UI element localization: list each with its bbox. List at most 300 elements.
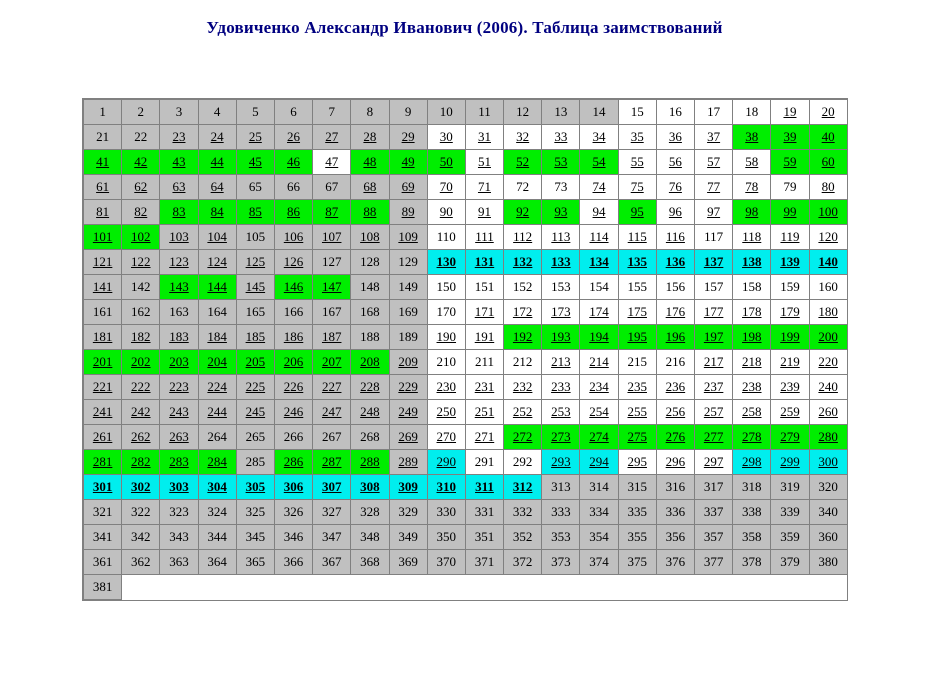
cell-108[interactable]: 108: [351, 225, 389, 250]
cell-24[interactable]: 24: [198, 125, 236, 150]
cell-275[interactable]: 275: [618, 425, 656, 450]
cell-226[interactable]: 226: [274, 375, 312, 400]
cell-137[interactable]: 137: [695, 250, 733, 275]
cell-95[interactable]: 95: [618, 200, 656, 225]
cell-167: 167: [313, 300, 351, 325]
cell-45[interactable]: 45: [236, 150, 274, 175]
cell-30[interactable]: 30: [427, 125, 465, 150]
cell-231[interactable]: 231: [465, 375, 503, 400]
cell-175[interactable]: 175: [618, 300, 656, 325]
cell-55[interactable]: 55: [618, 150, 656, 175]
cell-377: 377: [695, 550, 733, 575]
cell-184[interactable]: 184: [198, 325, 236, 350]
cell-198[interactable]: 198: [733, 325, 771, 350]
cell-146[interactable]: 146: [274, 275, 312, 300]
cell-115[interactable]: 115: [618, 225, 656, 250]
cell-92[interactable]: 92: [504, 200, 542, 225]
cell-347: 347: [313, 525, 351, 550]
cell-157: 157: [695, 275, 733, 300]
cell-171[interactable]: 171: [465, 300, 503, 325]
cell-72: 72: [504, 175, 542, 200]
cell-274[interactable]: 274: [580, 425, 618, 450]
cell-82[interactable]: 82: [122, 200, 160, 225]
cell-100[interactable]: 100: [809, 200, 847, 225]
cell-289[interactable]: 289: [389, 450, 427, 475]
cell-381: 381: [84, 575, 122, 600]
cell-147[interactable]: 147: [313, 275, 351, 300]
cell-218[interactable]: 218: [733, 350, 771, 375]
cell-11: 11: [465, 100, 503, 125]
cell-241[interactable]: 241: [84, 400, 122, 425]
cell-348: 348: [351, 525, 389, 550]
cell-367: 367: [313, 550, 351, 575]
cell-124[interactable]: 124: [198, 250, 236, 275]
cell-20[interactable]: 20: [809, 100, 847, 125]
cell-379: 379: [771, 550, 809, 575]
cell-307[interactable]: 307: [313, 475, 351, 500]
cell-203[interactable]: 203: [160, 350, 198, 375]
cell-193[interactable]: 193: [542, 325, 580, 350]
cell-70[interactable]: 70: [427, 175, 465, 200]
cell-119[interactable]: 119: [771, 225, 809, 250]
cell-64[interactable]: 64: [198, 175, 236, 200]
cell-75[interactable]: 75: [618, 175, 656, 200]
cell-182[interactable]: 182: [122, 325, 160, 350]
cell-350: 350: [427, 525, 465, 550]
cell-208[interactable]: 208: [351, 350, 389, 375]
cell-293[interactable]: 293: [542, 450, 580, 475]
cell-18: 18: [733, 100, 771, 125]
cell-294[interactable]: 294: [580, 450, 618, 475]
cell-186[interactable]: 186: [274, 325, 312, 350]
cell-111[interactable]: 111: [465, 225, 503, 250]
cell-102[interactable]: 102: [122, 225, 160, 250]
cell-343: 343: [160, 525, 198, 550]
cell-354: 354: [580, 525, 618, 550]
cell-60[interactable]: 60: [809, 150, 847, 175]
cell-159: 159: [771, 275, 809, 300]
cell-205[interactable]: 205: [236, 350, 274, 375]
cell-118[interactable]: 118: [733, 225, 771, 250]
cell-256[interactable]: 256: [656, 400, 694, 425]
cell-164: 164: [198, 300, 236, 325]
cell-235[interactable]: 235: [618, 375, 656, 400]
cell-309[interactable]: 309: [389, 475, 427, 500]
cell-339: 339: [771, 500, 809, 525]
table-row: [84, 150, 848, 175]
cell-71[interactable]: 71: [465, 175, 503, 200]
cell-74[interactable]: 74: [580, 175, 618, 200]
cell-262[interactable]: 262: [122, 425, 160, 450]
cell-21: 21: [84, 125, 122, 150]
cell-229[interactable]: 229: [389, 375, 427, 400]
cell-114[interactable]: 114: [580, 225, 618, 250]
cell-101[interactable]: 101: [84, 225, 122, 250]
cell-260[interactable]: 260: [809, 400, 847, 425]
cell-355: 355: [618, 525, 656, 550]
cell-23[interactable]: 23: [160, 125, 198, 150]
table-row: [84, 200, 848, 225]
cell-47[interactable]: 47: [313, 150, 351, 175]
cell-310[interactable]: 310: [427, 475, 465, 500]
cell-148: 148: [351, 275, 389, 300]
cell-337: 337: [695, 500, 733, 525]
cell-236[interactable]: 236: [656, 375, 694, 400]
cell-58[interactable]: 58: [733, 150, 771, 175]
cell-300[interactable]: 300: [809, 450, 847, 475]
cell-50[interactable]: 50: [427, 150, 465, 175]
cell-213[interactable]: 213: [542, 350, 580, 375]
cell-335: 335: [618, 500, 656, 525]
cell-266: 266: [274, 425, 312, 450]
cell-77[interactable]: 77: [695, 175, 733, 200]
cell-254[interactable]: 254: [580, 400, 618, 425]
cell-54[interactable]: 54: [580, 150, 618, 175]
cell-183[interactable]: 183: [160, 325, 198, 350]
cell-308[interactable]: 308: [351, 475, 389, 500]
cell-32[interactable]: 32: [504, 125, 542, 150]
cell-84[interactable]: 84: [198, 200, 236, 225]
cell-121[interactable]: 121: [84, 250, 122, 275]
cell-187[interactable]: 187: [313, 325, 351, 350]
cell-31[interactable]: 31: [465, 125, 503, 150]
cell-295[interactable]: 295: [618, 450, 656, 475]
cell-299[interactable]: 299: [771, 450, 809, 475]
cell-269[interactable]: 269: [389, 425, 427, 450]
cell-297[interactable]: 297: [695, 450, 733, 475]
cell-91[interactable]: 91: [465, 200, 503, 225]
cell-98[interactable]: 98: [733, 200, 771, 225]
cell-285: 285: [236, 450, 274, 475]
cell-199[interactable]: 199: [771, 325, 809, 350]
cell-37[interactable]: 37: [695, 125, 733, 150]
cell-110: 110: [427, 225, 465, 250]
cell-284[interactable]: 284: [198, 450, 236, 475]
cell-352: 352: [504, 525, 542, 550]
cell-59[interactable]: 59: [771, 150, 809, 175]
cell-322: 322: [122, 500, 160, 525]
cell-247[interactable]: 247: [313, 400, 351, 425]
cell-63[interactable]: 63: [160, 175, 198, 200]
cell-179[interactable]: 179: [771, 300, 809, 325]
cell-227[interactable]: 227: [313, 375, 351, 400]
cell-246[interactable]: 246: [274, 400, 312, 425]
cell-144[interactable]: 144: [198, 275, 236, 300]
cell-214[interactable]: 214: [580, 350, 618, 375]
cell-329: 329: [389, 500, 427, 525]
cell-290[interactable]: 290: [427, 450, 465, 475]
cell-217[interactable]: 217: [695, 350, 733, 375]
cell-51[interactable]: 51: [465, 150, 503, 175]
cell-81[interactable]: 81: [84, 200, 122, 225]
cell-131[interactable]: 131: [465, 250, 503, 275]
cell-173[interactable]: 173: [542, 300, 580, 325]
cell-258[interactable]: 258: [733, 400, 771, 425]
cell-359: 359: [771, 525, 809, 550]
cell-38[interactable]: 38: [733, 125, 771, 150]
cell-61[interactable]: 61: [84, 175, 122, 200]
cell-306[interactable]: 306: [274, 475, 312, 500]
cell-196[interactable]: 196: [656, 325, 694, 350]
cell-283[interactable]: 283: [160, 450, 198, 475]
cell-39[interactable]: 39: [771, 125, 809, 150]
cell-35[interactable]: 35: [618, 125, 656, 150]
cell-197[interactable]: 197: [695, 325, 733, 350]
cell-248[interactable]: 248: [351, 400, 389, 425]
cell-158: 158: [733, 275, 771, 300]
cell-28[interactable]: 28: [351, 125, 389, 150]
cell-222[interactable]: 222: [122, 375, 160, 400]
cell-304[interactable]: 304: [198, 475, 236, 500]
cell-253[interactable]: 253: [542, 400, 580, 425]
cell-316: 316: [656, 475, 694, 500]
cell-220[interactable]: 220: [809, 350, 847, 375]
cell-239[interactable]: 239: [771, 375, 809, 400]
cell-341: 341: [84, 525, 122, 550]
cell-135[interactable]: 135: [618, 250, 656, 275]
cell-107[interactable]: 107: [313, 225, 351, 250]
cell-286[interactable]: 286: [274, 450, 312, 475]
cell-268: 268: [351, 425, 389, 450]
cell-240[interactable]: 240: [809, 375, 847, 400]
cell-273[interactable]: 273: [542, 425, 580, 450]
cell-282[interactable]: 282: [122, 450, 160, 475]
cell-87[interactable]: 87: [313, 200, 351, 225]
cell-191[interactable]: 191: [465, 325, 503, 350]
cell-255[interactable]: 255: [618, 400, 656, 425]
cell-120[interactable]: 120: [809, 225, 847, 250]
cell-52[interactable]: 52: [504, 150, 542, 175]
cell-237[interactable]: 237: [695, 375, 733, 400]
cell-200[interactable]: 200: [809, 325, 847, 350]
cell-141[interactable]: 141: [84, 275, 122, 300]
cell-123[interactable]: 123: [160, 250, 198, 275]
cell-99[interactable]: 99: [771, 200, 809, 225]
cell-195[interactable]: 195: [618, 325, 656, 350]
cell-68[interactable]: 68: [351, 175, 389, 200]
cell-178[interactable]: 178: [733, 300, 771, 325]
cell-206[interactable]: 206: [274, 350, 312, 375]
cell-251[interactable]: 251: [465, 400, 503, 425]
cell-250[interactable]: 250: [427, 400, 465, 425]
cell-296[interactable]: 296: [656, 450, 694, 475]
cell-204[interactable]: 204: [198, 350, 236, 375]
cell-133[interactable]: 133: [542, 250, 580, 275]
cell-85[interactable]: 85: [236, 200, 274, 225]
cell-103[interactable]: 103: [160, 225, 198, 250]
cell-301[interactable]: 301: [84, 475, 122, 500]
cell-36[interactable]: 36: [656, 125, 694, 150]
cell-221[interactable]: 221: [84, 375, 122, 400]
table-row: [84, 125, 848, 150]
cell-174[interactable]: 174: [580, 300, 618, 325]
cell-358: 358: [733, 525, 771, 550]
cell-94[interactable]: 94: [580, 200, 618, 225]
cell-62[interactable]: 62: [122, 175, 160, 200]
cell-48[interactable]: 48: [351, 150, 389, 175]
cell-311[interactable]: 311: [465, 475, 503, 500]
cell-138[interactable]: 138: [733, 250, 771, 275]
cell-365: 365: [236, 550, 274, 575]
cell-298[interactable]: 298: [733, 450, 771, 475]
cell-86[interactable]: 86: [274, 200, 312, 225]
cell-88[interactable]: 88: [351, 200, 389, 225]
cell-49[interactable]: 49: [389, 150, 427, 175]
cell-56[interactable]: 56: [656, 150, 694, 175]
cell-278[interactable]: 278: [733, 425, 771, 450]
cell-96[interactable]: 96: [656, 200, 694, 225]
cell-207[interactable]: 207: [313, 350, 351, 375]
cell-113[interactable]: 113: [542, 225, 580, 250]
cell-29[interactable]: 29: [389, 125, 427, 150]
cell-181[interactable]: 181: [84, 325, 122, 350]
cell-42[interactable]: 42: [122, 150, 160, 175]
cell-90[interactable]: 90: [427, 200, 465, 225]
cell-366: 366: [274, 550, 312, 575]
cell-287[interactable]: 287: [313, 450, 351, 475]
cell-302[interactable]: 302: [122, 475, 160, 500]
cell-105: 105: [236, 225, 274, 250]
cell-230[interactable]: 230: [427, 375, 465, 400]
cell-139[interactable]: 139: [771, 250, 809, 275]
cell-180[interactable]: 180: [809, 300, 847, 325]
cell-345: 345: [236, 525, 274, 550]
cell-190[interactable]: 190: [427, 325, 465, 350]
cell-125[interactable]: 125: [236, 250, 274, 275]
cell-140[interactable]: 140: [809, 250, 847, 275]
cell-257[interactable]: 257: [695, 400, 733, 425]
cell-143[interactable]: 143: [160, 275, 198, 300]
cell-73: 73: [542, 175, 580, 200]
cell-271[interactable]: 271: [465, 425, 503, 450]
cell-34[interactable]: 34: [580, 125, 618, 150]
cell-122[interactable]: 122: [122, 250, 160, 275]
cell-26[interactable]: 26: [274, 125, 312, 150]
cell-225[interactable]: 225: [236, 375, 274, 400]
cell-238[interactable]: 238: [733, 375, 771, 400]
cell-202[interactable]: 202: [122, 350, 160, 375]
cell-136[interactable]: 136: [656, 250, 694, 275]
cell-281[interactable]: 281: [84, 450, 122, 475]
cell-368: 368: [351, 550, 389, 575]
cell-234[interactable]: 234: [580, 375, 618, 400]
cell-201[interactable]: 201: [84, 350, 122, 375]
cell-267: 267: [313, 425, 351, 450]
cell-223[interactable]: 223: [160, 375, 198, 400]
cell-97[interactable]: 97: [695, 200, 733, 225]
cell-80[interactable]: 80: [809, 175, 847, 200]
cell-219[interactable]: 219: [771, 350, 809, 375]
cell-126[interactable]: 126: [274, 250, 312, 275]
cell-130[interactable]: 130: [427, 250, 465, 275]
cell-318: 318: [733, 475, 771, 500]
cell-270[interactable]: 270: [427, 425, 465, 450]
cell-127: 127: [313, 250, 351, 275]
cell-212: 212: [504, 350, 542, 375]
cell-104[interactable]: 104: [198, 225, 236, 250]
cell-351: 351: [465, 525, 503, 550]
cell-243[interactable]: 243: [160, 400, 198, 425]
cell-69[interactable]: 69: [389, 175, 427, 200]
cell-277[interactable]: 277: [695, 425, 733, 450]
cell-233[interactable]: 233: [542, 375, 580, 400]
cell-89[interactable]: 89: [389, 200, 427, 225]
cell-244[interactable]: 244: [198, 400, 236, 425]
cell-112[interactable]: 112: [504, 225, 542, 250]
cell-83[interactable]: 83: [160, 200, 198, 225]
cell-177[interactable]: 177: [695, 300, 733, 325]
cell-192[interactable]: 192: [504, 325, 542, 350]
cell-8: 8: [351, 100, 389, 125]
cell-185[interactable]: 185: [236, 325, 274, 350]
cell-156: 156: [656, 275, 694, 300]
cell-312[interactable]: 312: [504, 475, 542, 500]
cell-116[interactable]: 116: [656, 225, 694, 250]
cell-232[interactable]: 232: [504, 375, 542, 400]
cell-132[interactable]: 132: [504, 250, 542, 275]
cell-27[interactable]: 27: [313, 125, 351, 150]
cell-172[interactable]: 172: [504, 300, 542, 325]
cell-19[interactable]: 19: [771, 100, 809, 125]
cell-41[interactable]: 41: [84, 150, 122, 175]
cell-13: 13: [542, 100, 580, 125]
cell-209[interactable]: 209: [389, 350, 427, 375]
cell-305[interactable]: 305: [236, 475, 274, 500]
cell-5: 5: [236, 100, 274, 125]
cell-1: 1: [84, 100, 122, 125]
cell-279[interactable]: 279: [771, 425, 809, 450]
cell-245[interactable]: 245: [236, 400, 274, 425]
cell-53[interactable]: 53: [542, 150, 580, 175]
cell-224[interactable]: 224: [198, 375, 236, 400]
cell-242[interactable]: 242: [122, 400, 160, 425]
cell-10: 10: [427, 100, 465, 125]
cell-272[interactable]: 272: [504, 425, 542, 450]
cell-280[interactable]: 280: [809, 425, 847, 450]
cell-57[interactable]: 57: [695, 150, 733, 175]
cell-109[interactable]: 109: [389, 225, 427, 250]
cell-259[interactable]: 259: [771, 400, 809, 425]
cell-43[interactable]: 43: [160, 150, 198, 175]
cell-252[interactable]: 252: [504, 400, 542, 425]
cell-176[interactable]: 176: [656, 300, 694, 325]
cell-106[interactable]: 106: [274, 225, 312, 250]
cell-78[interactable]: 78: [733, 175, 771, 200]
cell-40[interactable]: 40: [809, 125, 847, 150]
cell-249[interactable]: 249: [389, 400, 427, 425]
cell-33[interactable]: 33: [542, 125, 580, 150]
table-row: [84, 350, 848, 375]
cell-194[interactable]: 194: [580, 325, 618, 350]
cell-44[interactable]: 44: [198, 150, 236, 175]
cell-93[interactable]: 93: [542, 200, 580, 225]
cell-14: 14: [580, 100, 618, 125]
cell-163: 163: [160, 300, 198, 325]
cell-276[interactable]: 276: [656, 425, 694, 450]
cell-303[interactable]: 303: [160, 475, 198, 500]
cell-134[interactable]: 134: [580, 250, 618, 275]
cell-288[interactable]: 288: [351, 450, 389, 475]
cell-261[interactable]: 261: [84, 425, 122, 450]
cell-76[interactable]: 76: [656, 175, 694, 200]
cell-321: 321: [84, 500, 122, 525]
cell-25[interactable]: 25: [236, 125, 274, 150]
cell-216: 216: [656, 350, 694, 375]
cell-263[interactable]: 263: [160, 425, 198, 450]
cell-46[interactable]: 46: [274, 150, 312, 175]
cell-228[interactable]: 228: [351, 375, 389, 400]
cell-145[interactable]: 145: [236, 275, 274, 300]
